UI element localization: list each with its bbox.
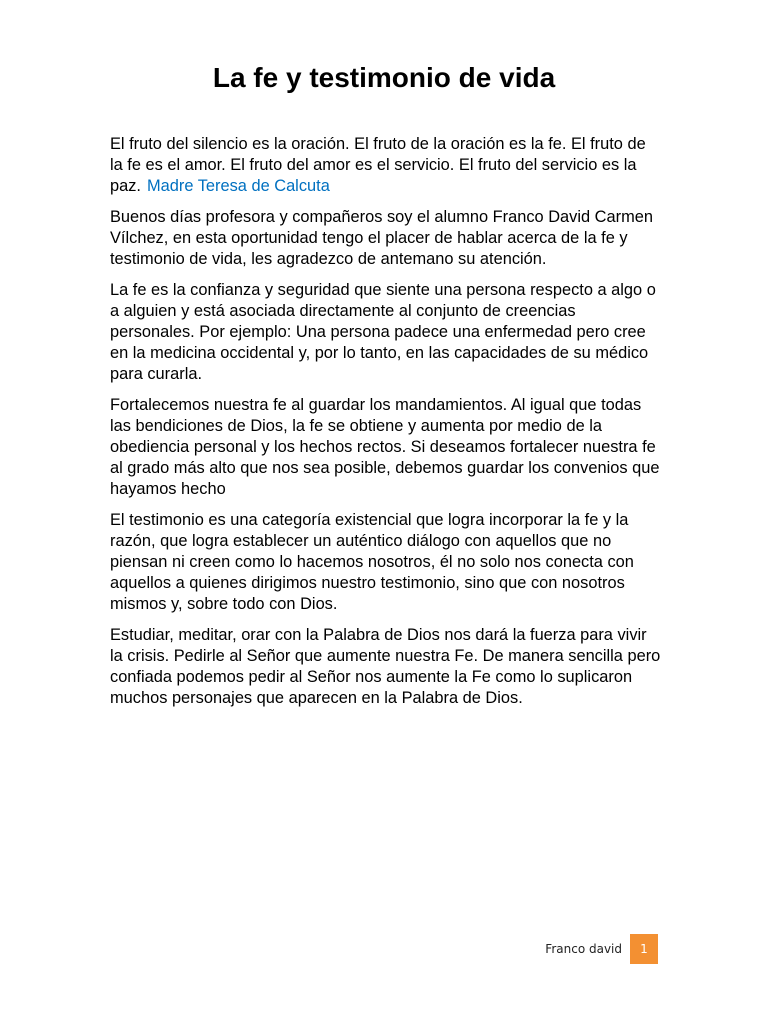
paragraph-faith-definition: La fe es la confianza y seguridad que siente una persona respecto a algo o a alguien y está asociada directamente al conjunto de creencias personales. Por ejemplo: Una persona padece una enfermedad pero cree en la medicina occidental y, por lo tanto, en las capacidades de su médico para curarla. — [110, 281, 656, 383]
epigraph-author: Madre Teresa de Calcuta — [146, 177, 330, 195]
epigraph-paragraph — [110, 134, 662, 197]
paragraph-strengthen-faith: Fortalecemos nuestra fe al guardar los mandamientos. Al igual que todas las bendiciones de Dios, la fe se obtiene y aumenta por medio de la obediencia personal y los hechos rectos. Si deseamos fortalecer nuestra fe al grado más alto que nos sea posible, debemos guardar los convenios que hayamos hecho — [110, 396, 660, 498]
page-footer — [480, 934, 658, 964]
epigraph-text: El fruto del silencio es la oración. El fruto de la oración es la fe. El fruto de la fe es el amor. El fruto del amor es el servicio. El fruto del servicio es la paz. — [110, 135, 646, 195]
footer-author: Franco david — [545, 942, 622, 956]
paragraph-testimony: El testimonio es una categoría existencial que logra incorporar la fe y la razón, que logra establecer un auténtico diálogo con aquellos que no piensan ni creen como lo hacemos nosotros, él no solo nos conecta con aquellos a quienes dirigimos nuestro testimonio, sino que con nosotros mismos y, sobre todo con Dios. — [110, 511, 634, 613]
page-number-badge: 1 — [630, 934, 658, 964]
paragraph-study-word: Estudiar, meditar, orar con la Palabra de Dios nos dará la fuerza para vivir la crisis. Pedirle al Señor que aumente nuestra Fe. De manera sencilla pero confiada podemos pedir al Señor nos aumente la Fe como lo suplicaron muchos personajes que aparecen en la Palabra de Dios. — [110, 626, 661, 707]
paragraph-introduction: Buenos días profesora y compañeros soy el alumno Franco David Carmen Vílchez, en esta oportunidad tengo el placer de hablar acerca de la fe y testimonio de vida, les agradezco de antemano su atención. — [110, 208, 653, 268]
document-body — [110, 134, 662, 719]
document-title: La fe y testimonio de vida — [212, 62, 556, 93]
